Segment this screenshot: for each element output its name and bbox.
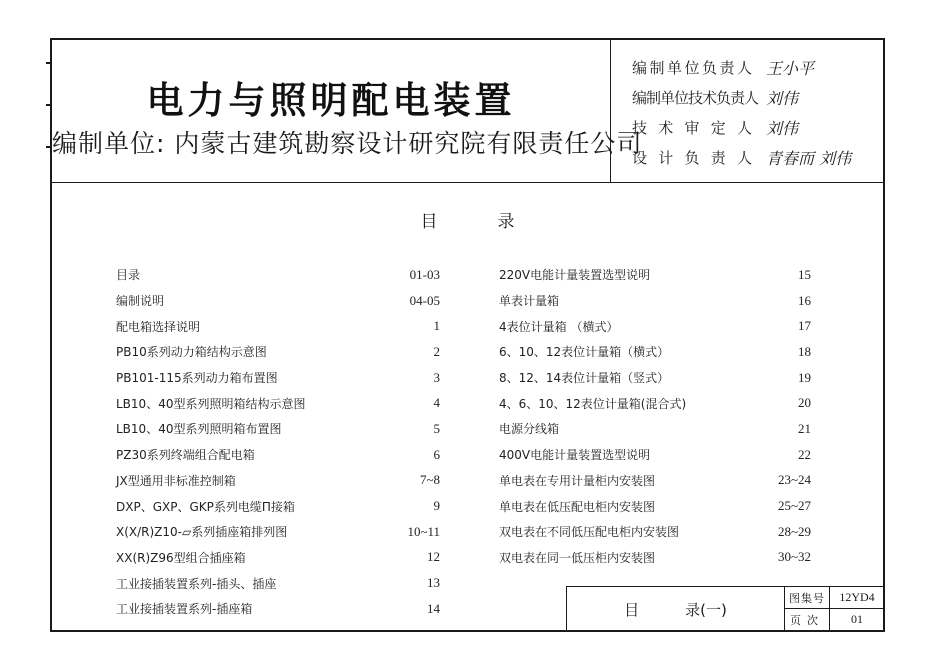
title-block xyxy=(566,586,884,631)
toc-entry[interactable] xyxy=(116,339,440,365)
toc-entry-page: 1 xyxy=(433,318,440,334)
signatory-label: 设 计 负 责 人 xyxy=(632,148,752,167)
margin-tick xyxy=(46,62,51,64)
toc-entry[interactable] xyxy=(116,493,440,519)
margin-tick xyxy=(46,146,51,148)
sheet-name xyxy=(567,587,785,631)
toc-entry[interactable] xyxy=(499,262,811,288)
signatory-label: 技 术 审 定 人 xyxy=(632,118,752,137)
toc-entry[interactable] xyxy=(116,442,440,468)
toc-entry-title: 双电表在同一低压柜内安装图 xyxy=(499,550,656,565)
toc-entry-title: 双电表在不同低压配电柜内安装图 xyxy=(499,525,680,540)
toc-entry-title: 单电表在专用计量柜内安装图 xyxy=(499,473,656,488)
signature: 青春而 刘伟 xyxy=(766,148,852,168)
toc-entry[interactable] xyxy=(499,416,811,442)
toc-entry-page: 5 xyxy=(433,420,440,436)
signature: 刘伟 xyxy=(766,118,799,138)
toc-entry[interactable] xyxy=(116,545,440,571)
toc-entry-title: 配电箱选择说明 xyxy=(116,319,201,334)
toc-entry-title: PZ30系列终端组合配电箱 xyxy=(116,448,255,463)
toc-entry[interactable] xyxy=(499,519,811,545)
toc-entry-page: 12 xyxy=(427,549,440,565)
signatory-row xyxy=(632,84,798,110)
toc-column-right xyxy=(499,262,811,570)
toc-entry-page: 13 xyxy=(427,575,440,591)
toc-entry-title: XX(R)Z96型组合插座箱 xyxy=(116,550,246,565)
drawing-frame xyxy=(50,38,885,632)
toc-entry[interactable] xyxy=(116,313,440,339)
page-number: 01 xyxy=(851,612,863,626)
toc-entry-page: 01-03 xyxy=(409,266,440,282)
atlas-number: 12YD4 xyxy=(830,587,884,609)
toc-entry-title: JX型通用非标准控制箱 xyxy=(116,473,236,488)
toc-entry-page: 6 xyxy=(433,446,440,462)
toc-entry-title: DXP、GXP、GKP系列电缆Π接箱 xyxy=(116,499,295,514)
toc-entry-title: 6、10、12表位计量箱（横式） xyxy=(499,345,670,360)
toc-entry-title: 400V电能计量装置选型说明 xyxy=(499,448,651,463)
signatory-row xyxy=(632,54,814,80)
toc-entry[interactable] xyxy=(116,468,440,494)
toc-entry-title: 目录 xyxy=(116,268,141,283)
toc-heading-char: 录 xyxy=(497,212,515,232)
toc-entry[interactable] xyxy=(116,416,440,442)
toc-entry[interactable] xyxy=(499,545,811,571)
sheet-name-part: 目 xyxy=(624,600,640,619)
signature: 王小平 xyxy=(766,58,815,78)
toc-entry[interactable] xyxy=(116,262,440,288)
toc-entry[interactable] xyxy=(116,570,440,596)
signatory-row xyxy=(632,144,851,170)
toc-entry-title: X(X/R)Z10-▱系列插座箱排列图 xyxy=(116,525,288,540)
toc-entry-page: 3 xyxy=(433,369,440,385)
toc-entry-title: 工业接插装置系列-插座箱 xyxy=(116,602,253,617)
toc-heading xyxy=(52,207,883,232)
toc-entry-page: 04-05 xyxy=(409,292,440,308)
toc-entry-title: 4、6、10、12表位计量箱(混合式) xyxy=(499,396,687,411)
toc-entry-page: 9 xyxy=(433,498,440,514)
document-title: 电力与照明配电装置 xyxy=(146,79,516,122)
signatory-panel xyxy=(612,40,883,182)
toc-entry-page: 14 xyxy=(427,600,440,616)
margin-tick xyxy=(46,104,51,106)
title-panel xyxy=(52,40,643,182)
toc-heading-char: 目 xyxy=(420,212,438,232)
signatory-label: 编制单位负责人 xyxy=(632,58,752,77)
toc-entry-title: 单表计量箱 xyxy=(499,294,560,309)
toc-entry-page: 22 xyxy=(798,446,811,462)
toc-entry-title: PB10系列动力箱结构示意图 xyxy=(116,345,267,360)
toc-entry[interactable] xyxy=(499,288,811,314)
signatory-row xyxy=(632,114,798,140)
toc-entry[interactable] xyxy=(499,493,811,519)
toc-entry-page: 25~27 xyxy=(777,498,811,514)
toc-entry[interactable] xyxy=(499,390,811,416)
toc-entry-page: 23~24 xyxy=(777,472,811,488)
toc-entry-page: 2 xyxy=(433,343,440,359)
toc-entry-page: 15 xyxy=(798,266,811,282)
toc-entry-page: 4 xyxy=(433,395,440,411)
toc-entry[interactable] xyxy=(116,519,440,545)
toc-entry-title: 单电表在低压配电柜内安装图 xyxy=(499,499,656,514)
toc-column-left xyxy=(116,262,440,622)
toc-entry-page: 28~29 xyxy=(777,523,811,539)
toc-entry-title: 4表位计量箱 （横式） xyxy=(499,319,619,334)
toc-entry[interactable] xyxy=(116,390,440,416)
toc-entry-title: 工业接插装置系列-插头、插座 xyxy=(116,576,277,591)
toc-entry-title: 8、12、14表位计量箱（竖式） xyxy=(499,371,670,386)
toc-entry[interactable] xyxy=(499,442,811,468)
toc-entry-page: 10~11 xyxy=(407,523,440,539)
toc-entry-page: 17 xyxy=(798,318,811,334)
toc-entry-title: 220V电能计量装置选型说明 xyxy=(499,268,651,283)
toc-entry[interactable] xyxy=(116,596,440,622)
toc-entry-title: 编制说明 xyxy=(116,294,165,309)
toc-entry-page: 16 xyxy=(798,292,811,308)
toc-entry-title: LB10、40型系列照明箱结构示意图 xyxy=(116,396,306,411)
header xyxy=(52,40,883,183)
toc-entry-page: 18 xyxy=(798,343,811,359)
toc-entry[interactable] xyxy=(499,339,811,365)
toc-entry-page: 7~8 xyxy=(419,472,440,488)
toc-entry-title: 电源分线箱 xyxy=(499,422,560,437)
toc-entry-page: 21 xyxy=(798,420,811,436)
toc-entry[interactable] xyxy=(116,288,440,314)
toc-entry[interactable] xyxy=(499,365,811,391)
toc-entry-title: PB101-115系列动力箱布置图 xyxy=(116,371,278,386)
page-number-label: 页次 xyxy=(785,609,830,630)
toc-entry-page: 20 xyxy=(798,395,811,411)
compiling-organization: 编制单位: 内蒙古建筑勘察设计研究院有限责任公司 xyxy=(52,129,643,158)
toc-entry-page: 30~32 xyxy=(777,549,811,565)
toc-entry[interactable] xyxy=(499,313,811,339)
toc-entry[interactable] xyxy=(499,468,811,494)
toc-entry-page: 19 xyxy=(798,369,811,385)
signature: 刘伟 xyxy=(766,88,799,108)
sheet-name-part: 录(一) xyxy=(685,600,727,619)
atlas-number-label: 图集号 xyxy=(785,587,830,609)
toc-entry-title: LB10、40型系列照明箱布置图 xyxy=(116,422,282,437)
signatory-label: 编制单位技术负责人 xyxy=(632,88,759,107)
toc-entry[interactable] xyxy=(116,365,440,391)
